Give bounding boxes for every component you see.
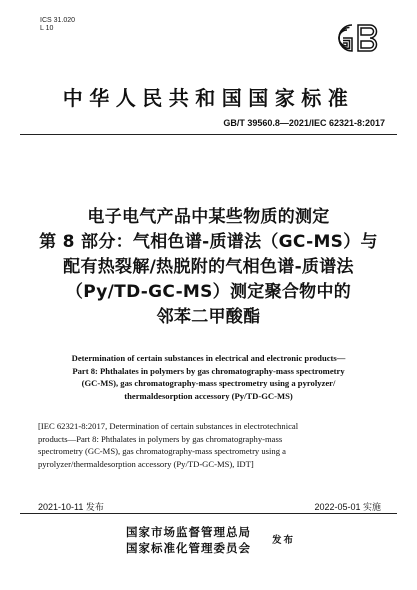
- gb-logo-icon: [325, 19, 385, 57]
- standard-number: GB/T 39560.8—2021/IEC 62321-8:2017: [223, 118, 385, 128]
- identical-standard-note: [38, 420, 378, 470]
- english-title-line: (GC-MS), gas chromatography-mass spectrometry using a pyrolyzer/: [81, 378, 336, 388]
- english-title: [30, 352, 387, 402]
- ics-code: ICS 31.020: [40, 17, 76, 24]
- gb-logo: [325, 19, 385, 57]
- issue-date: 2021-10-11 发布: [38, 502, 104, 512]
- note-line: pyrolyzer/thermaldesorption accessory (Py/TD-GC-MS), IDT]: [38, 458, 254, 469]
- top-divider: [20, 134, 397, 135]
- chinese-title-line: 电子电气产品中某些物质的测定: [87, 207, 330, 227]
- issuing-authorities: [126, 524, 251, 556]
- chinese-title-line: 配有热裂解/热脱附的气相色谱-质谱法: [63, 257, 354, 277]
- issuer-name: 国家标准化管理委员会: [126, 541, 251, 555]
- issuer-name: 国家市场监督管理总局: [126, 525, 251, 539]
- note-line: spectrometry (GC-MS), gas chromatography-mass spectrometry using a: [38, 446, 286, 456]
- chinese-title: [0, 205, 417, 330]
- classification-codes: [40, 17, 75, 33]
- note-line: products—Part 8: Phthalates in polymers by gas chromatography-mass: [38, 433, 283, 444]
- note-line: [IEC 62321-8:2017, Determination of certain substances in electrotechnical: [38, 421, 299, 431]
- issued-label: 发布: [272, 535, 296, 546]
- chinese-title-line: （Py/TD-GC-MS）测定聚合物中的: [65, 282, 352, 302]
- standard-name: 中华人民共和国国家标准: [62, 86, 355, 110]
- english-title-line: Determination of certain substances in electrical and electronic products—: [71, 353, 346, 363]
- english-title-line: Part 8: Phthalates in polymers by gas chromatography-mass spectrometry: [72, 365, 345, 376]
- implementation-date: 2022-05-01 实施: [314, 502, 381, 512]
- bottom-divider: [20, 513, 397, 514]
- ccs-code: L 10: [40, 25, 54, 32]
- chinese-title-line: 邻苯二甲酸酯: [156, 307, 261, 327]
- english-title-line: thermaldesorption accessory (Py/TD-GC-MS): [124, 390, 293, 401]
- chinese-title-line: 第 8 部分：气相色谱-质谱法（GC-MS）与: [39, 232, 378, 252]
